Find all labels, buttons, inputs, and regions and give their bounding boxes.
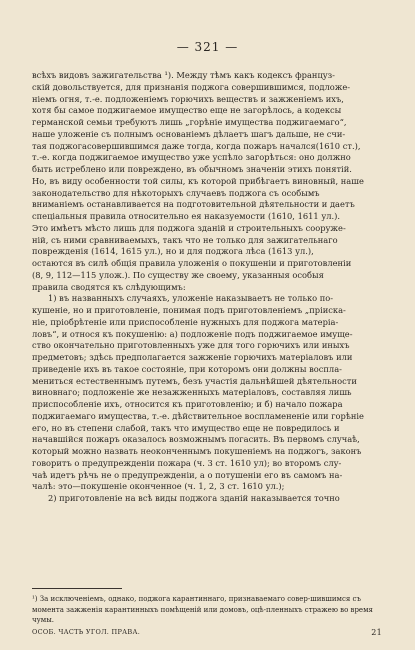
text-line: хотя бы самое поджигаемое имущество еще не загорѣлось, а кодексы: [32, 105, 342, 116]
text-line: говоритъ о предупрежденіи пожара (ч. 3 ст. 1610 ул); во второмъ слу-: [32, 457, 342, 468]
text-line: кушеніе, но и приготовленіе, понимая подъ приготовленіемъ „пріиска-: [32, 305, 346, 315]
text-line: т.-е. когда поджигаемое имущество уже успѣло загорѣться: оно должно: [32, 152, 351, 163]
text-line: Но, въ виду особенности той силы, къ которой прибѣгаетъ виновный, наше: [32, 175, 364, 186]
text-line: приспособленіе ихъ, относится къ приготовленію; и б) начало пожара: [32, 399, 343, 409]
text-line: законодательство для нѣкоторыхъ случаевъ поджога съ особымъ: [32, 187, 320, 198]
text-line: его, но въ степени слабой, такъ что имущество еще не повредилось и: [32, 422, 340, 433]
text-line: ніе, пріобрѣтеніе или приспособленіе нужныхъ для поджога матеріа-: [32, 316, 339, 327]
text-line: мениться естественнымъ путемъ, безъ участія дальнѣйшей дѣятельности: [32, 375, 357, 386]
text-line: тая поджогасовершившимся даже тогда, когда пожаръ начался(1610 ст.),: [32, 140, 361, 151]
body-text: [32, 70, 382, 505]
text-line: ство окончательно приготовленныхъ уже для того горючихъ или иныхъ: [32, 340, 350, 351]
text-line: спеціальныя правила относительно ея наказуемости (1610, 1611 ул.).: [32, 211, 340, 221]
text-line: 2) приготовленіе на всѣ виды поджога зданій наказывается точно: [48, 493, 340, 503]
footer-signature-title: ОСОБ. ЧАСТЬ УГОЛ. ПРАВА.: [32, 628, 141, 636]
text-line: (8, 9, 112—115 улож.). По существу же своему, указанныя особыя: [32, 269, 324, 280]
text-line: вниманіемъ останавливается на подготовительной дѣятельности и даетъ: [32, 199, 355, 210]
text-line: начавшійся пожаръ оказалось возможнымъ погасить. Въ первомъ случаѣ,: [32, 434, 360, 445]
page-number-header: — 321 —: [176, 40, 239, 54]
text-line: предметовъ; здѣсь предполагается зажженіе горючихъ матеріаловъ или: [32, 352, 353, 362]
text-line: Это имѣетъ мѣсто лишь для поджога зданій и строительныхъ сооруже-: [32, 222, 346, 233]
text-line: поджигаемаго имущества, т.-е. дѣйствительное воспламененіе или горѣніе: [32, 410, 364, 421]
text-line: наше уложеніе съ полнымъ основаніемъ дѣлаетъ шагъ дальше, не счи-: [32, 128, 346, 139]
text-line: 1) въ названныхъ случаяхъ, уложеніе наказываетъ не только по-: [48, 293, 334, 304]
text-line: поврежденія (1614, 1615 ул.), но и для поджога лѣса (1613 ул.),: [32, 246, 314, 257]
page-footer: [32, 628, 382, 636]
text-line: правила сводятся къ слѣдующимъ:: [32, 281, 186, 292]
footer-signature-number: 21: [371, 628, 382, 637]
text-line: остаются въ силѣ общія правила уложенія о покушеніи и приготовленіи: [32, 258, 352, 268]
text-line: виновнаго; подложеніе же незажженныхъ матеріаловъ, составляя лишь: [32, 387, 352, 398]
text-line: чалѣ: это—покушеніе оконченное (ч. 1, 2, 3 ст. 1610 ул.);: [32, 481, 285, 492]
text-line: скій довольствуется, для признанія поджога совершившимся, подложе-: [32, 81, 351, 92]
footnote-separator: [32, 588, 122, 589]
text-line: германской семьи требуютъ лишь „горѣніе имущества поджигаемаго“,: [32, 117, 347, 127]
text-line: ловъ“, и относя къ покушенію: а) подложеніе подъ поджигаемое имуще-: [32, 328, 353, 339]
footnote: ¹) За исключеніемъ, однако, поджога карантиннаго, признаваемаго совер-шившимся съ момента зажженія карантинныхъ помѣщеній или домовъ, оцѣ-пленныхъ стражею во время чумы.: [32, 595, 373, 624]
text-line: чаѣ идетъ рѣчь не о предупрежденіи, а о потушеніи его въ самомъ на-: [32, 469, 343, 480]
text-line: который можно назвать неоконченнымъ покушеніемъ на поджогъ, законъ: [32, 446, 362, 456]
text-line: ніемъ огня, т.-е. подложеніемъ горючихъ веществъ и зажженіемъ ихъ,: [32, 93, 344, 104]
text-line: ній, съ ними сравниваемыхъ, такъ что не только для зажигательнаго: [32, 234, 338, 245]
text-line: всѣхъ видовъ зажигательства ¹). Между тѣмъ какъ кодексъ француз-: [32, 70, 335, 80]
text-line: приведеніе ихъ въ такое состояніе, при которомъ они должны воспла-: [32, 363, 342, 374]
text-line: быть истреблено или повреждено, въ обычномъ значеніи этихъ понятій.: [32, 164, 352, 174]
